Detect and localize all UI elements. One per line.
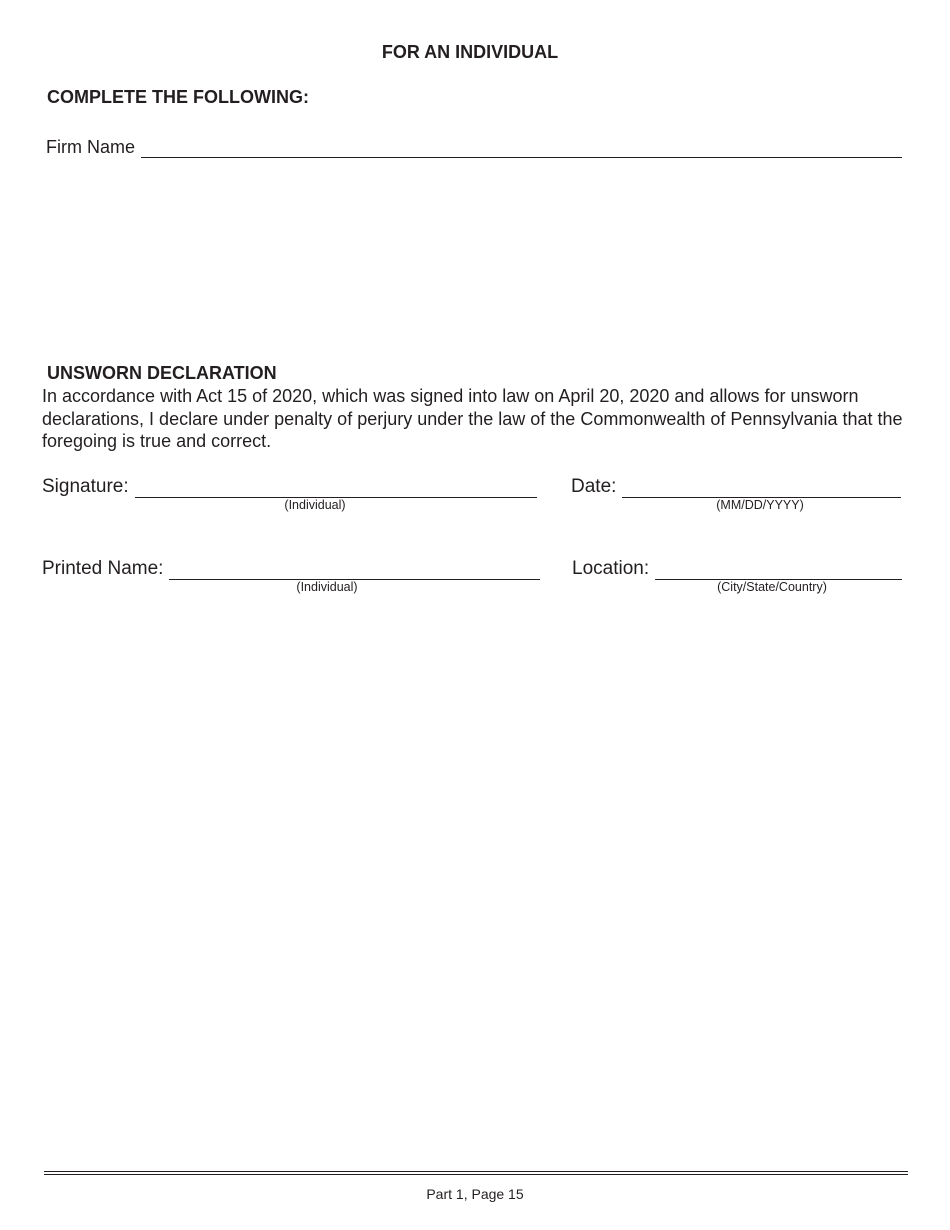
page-number: Part 1, Page 15 — [426, 1186, 524, 1202]
date-row — [571, 474, 901, 498]
location-label: Location: — [572, 558, 650, 579]
form-title: FOR AN INDIVIDUAL — [381, 42, 559, 62]
declaration-heading: UNSWORN DECLARATION — [47, 363, 277, 383]
location-field[interactable] — [655, 561, 902, 580]
printed-name-caption: (Individual) — [296, 580, 358, 594]
footer-rule — [44, 1171, 908, 1172]
section-heading: COMPLETE THE FOLLOWING: — [47, 87, 309, 107]
printed-name-field[interactable] — [169, 561, 540, 580]
signature-label: Signature: — [42, 476, 129, 497]
date-field[interactable] — [622, 479, 901, 498]
footer-rule — [44, 1174, 908, 1175]
signature-row — [42, 474, 537, 498]
location-row — [572, 556, 902, 580]
signature-field[interactable] — [135, 479, 537, 498]
firm-name-label: Firm Name — [46, 137, 135, 157]
date-label: Date: — [571, 476, 617, 497]
firm-name-field[interactable] — [141, 139, 902, 158]
printed-name-row — [42, 556, 540, 580]
signature-caption: (Individual) — [284, 498, 346, 512]
declaration-text: In accordance with Act 15 of 2020, which was signed into law on April 20, 2020 and allows for unsworn declarations, I declare under penalty of perjury under the law of the Commonwealth of Pennsylvania that the foregoing is true and correct. — [42, 386, 903, 451]
printed-name-label: Printed Name: — [42, 558, 164, 579]
date-caption: (MM/DD/YYYY) — [716, 498, 804, 512]
firm-name-row — [46, 134, 902, 158]
location-caption: (City/State/Country) — [717, 580, 827, 594]
